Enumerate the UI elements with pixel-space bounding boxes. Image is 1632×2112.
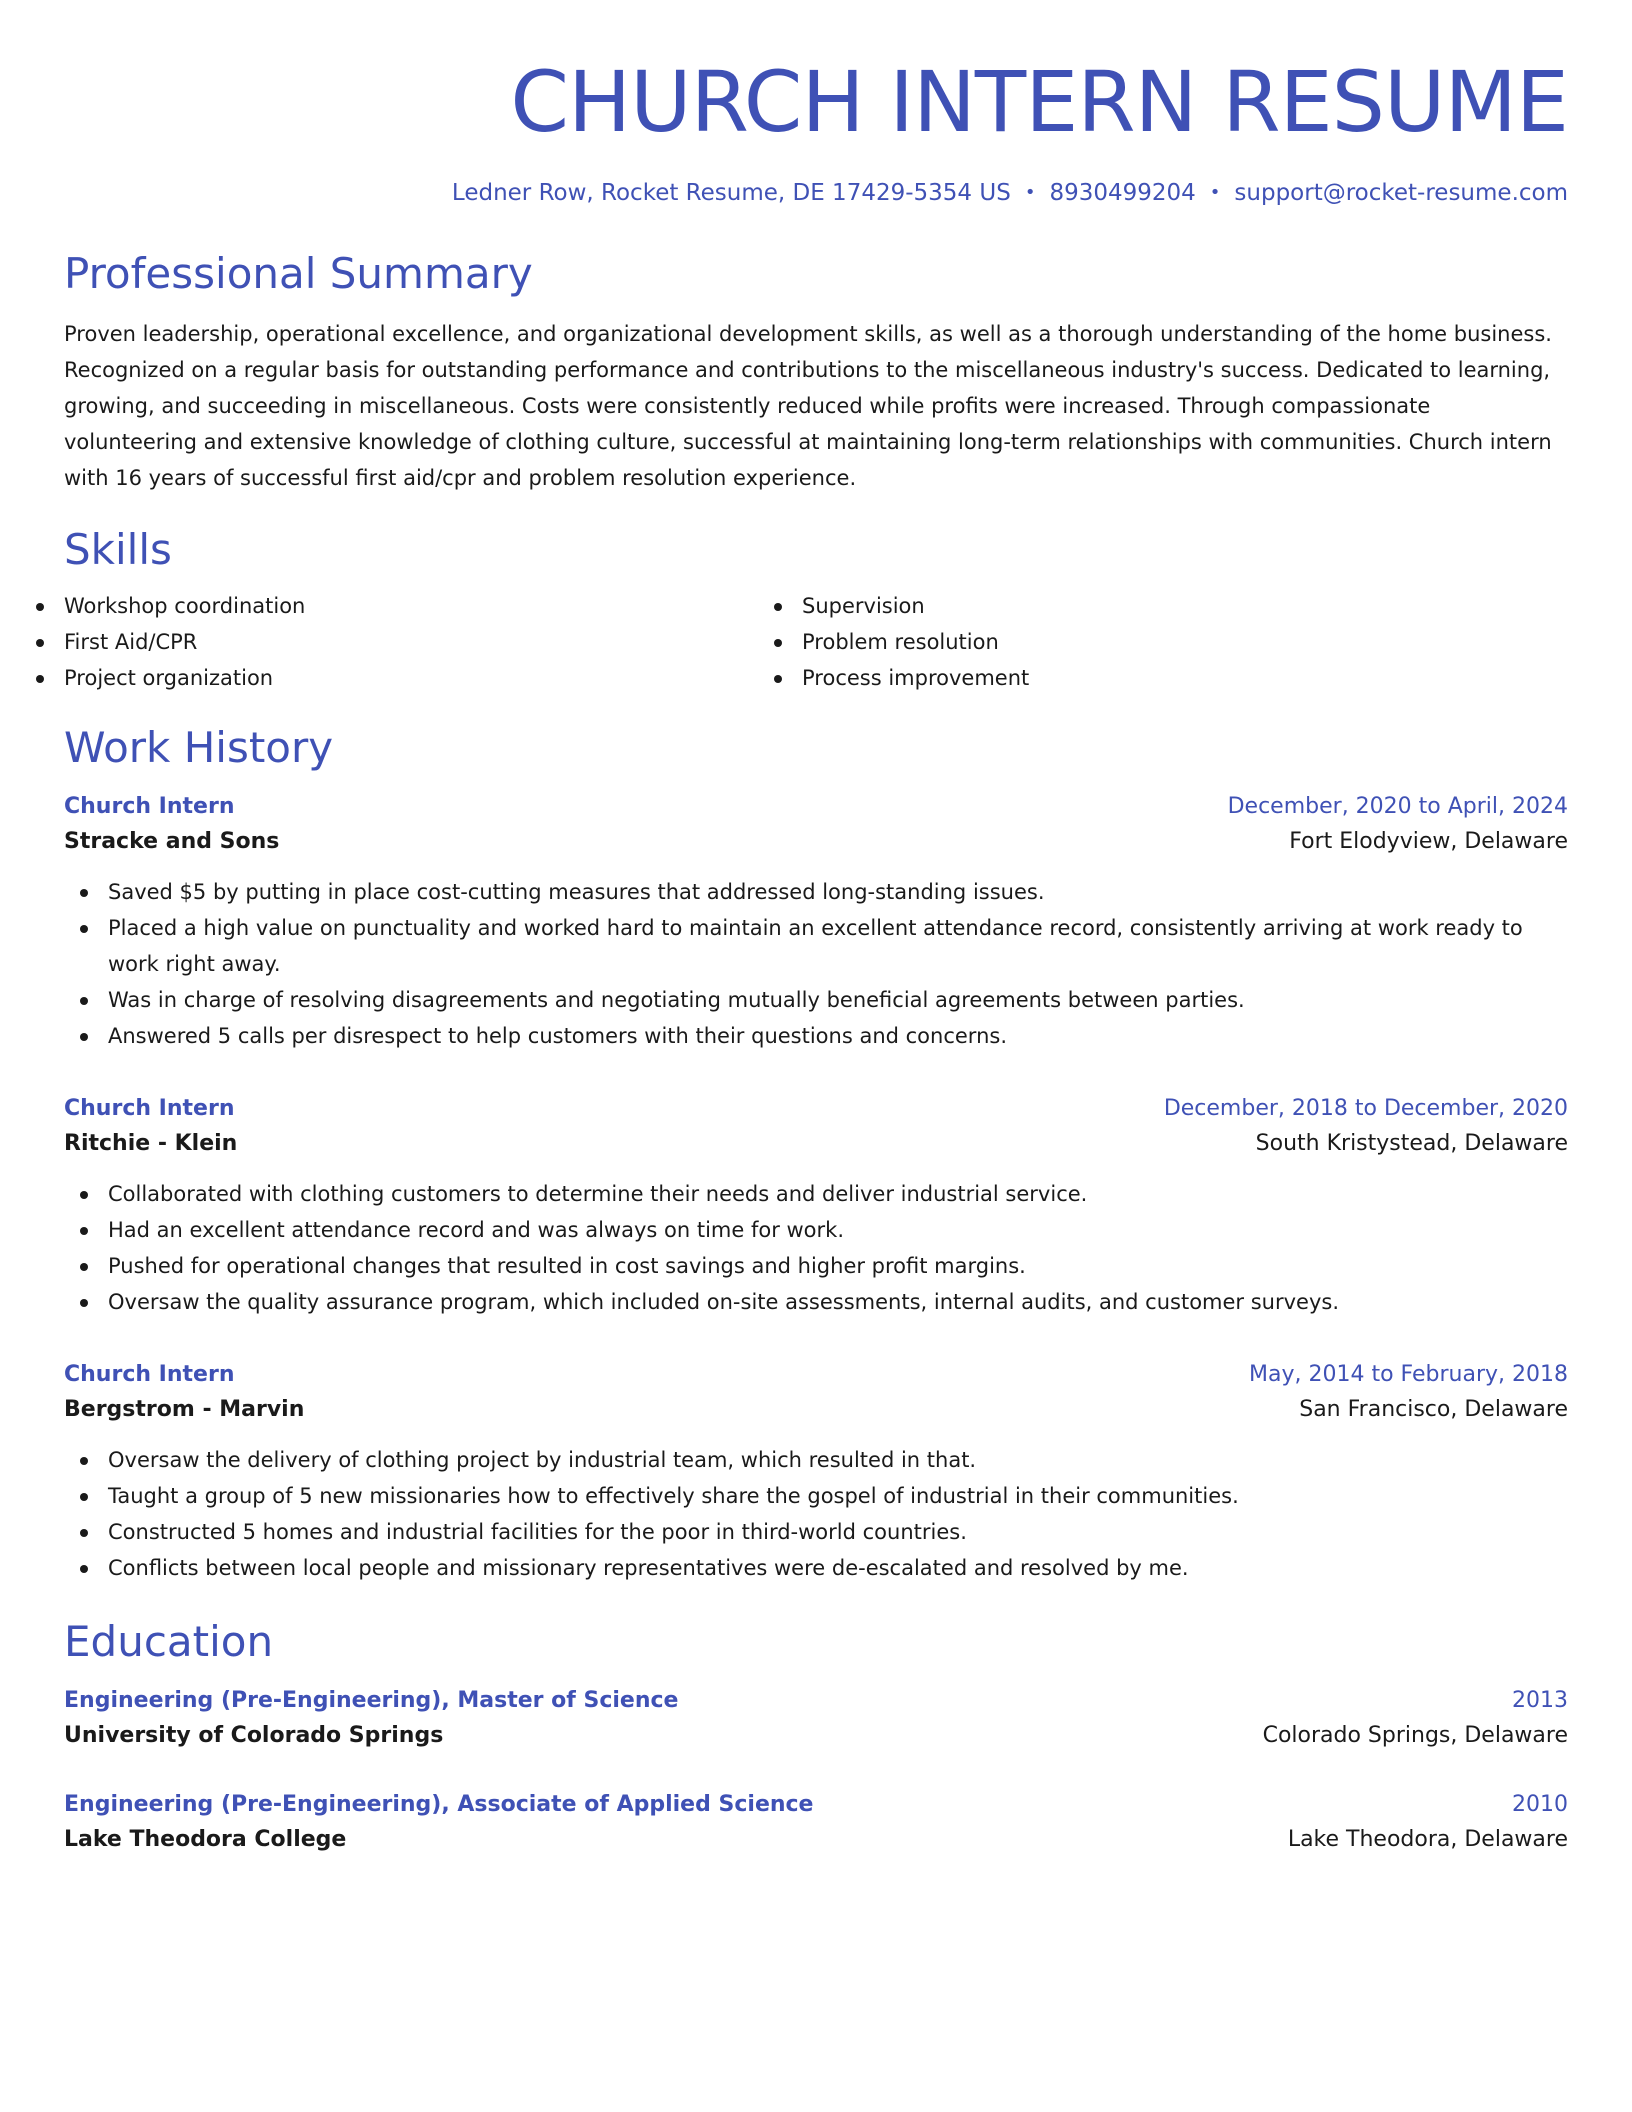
skill-item: Supervision xyxy=(802,588,1540,624)
job-title: Church Intern xyxy=(64,794,235,819)
summary-section xyxy=(64,248,1568,496)
contact-email: support@rocket-resume.com xyxy=(1234,180,1568,206)
education-school: University of Colorado Springs xyxy=(64,1723,444,1748)
summary-text: Proven leadership, operational excellence, and organizational development skills, as well as a thorough understanding of the home business. Recognized on a regular basis for outstanding performance and contributions to the miscellaneous industry's success. Dedicated to learning, growing, and succeeding in miscellaneous. Costs were consistently reduced while profits were increased. Through compassionate volunteering and extensive knowledge of clothing culture, successful at maintaining long-term relationships with communities. Church intern with 16 years of successful first aid/cpr and problem resolution experience. xyxy=(64,322,1552,490)
resume-name: CHURCH INTERN RESUME xyxy=(510,53,1568,151)
skills-section xyxy=(64,524,1568,696)
education-location: Colorado Springs, Delaware xyxy=(1262,1723,1568,1748)
skill-item: Process improvement xyxy=(802,660,1540,696)
education-school-row xyxy=(64,1822,1568,1858)
section-title-work-history: Work History xyxy=(64,723,334,772)
skill-item: Problem resolution xyxy=(802,624,1540,660)
job-bullet: Conflicts between local people and missionary representatives were de-escalated and resolved by me. xyxy=(64,1550,1568,1586)
education-location: Lake Theodora, Delaware xyxy=(1287,1827,1568,1852)
education-degree: Engineering (Pre-Engineering), Master of Science xyxy=(64,1688,679,1713)
education-header-row xyxy=(64,1788,1568,1822)
job-entry xyxy=(64,790,1568,1054)
section-title-summary: Professional Summary xyxy=(64,249,533,298)
job-location: Fort Elodyview, Delaware xyxy=(1289,829,1568,854)
education-section xyxy=(64,1616,1568,1858)
job-dates: December, 2020 to April, 2024 xyxy=(1227,794,1568,819)
job-header-row xyxy=(64,1092,1568,1126)
job-header-row xyxy=(64,790,1568,824)
job-dates: May, 2014 to February, 2018 xyxy=(1249,1362,1568,1387)
resume-header xyxy=(64,52,1568,208)
job-employer-row xyxy=(64,1126,1568,1162)
job-employer: Ritchie - Klein xyxy=(64,1131,238,1156)
job-location: South Kristystead, Delaware xyxy=(1255,1131,1568,1156)
education-year: 2010 xyxy=(1512,1792,1568,1817)
contact-address: Ledner Row, Rocket Resume, DE 17429-5354 US xyxy=(451,180,1011,206)
education-entry xyxy=(64,1684,1568,1754)
skills-grid xyxy=(64,588,1568,696)
job-header-row xyxy=(64,1358,1568,1392)
job-location: San Francisco, Delaware xyxy=(1299,1397,1568,1422)
job-bullets xyxy=(64,1176,1568,1320)
job-bullet: Was in charge of resolving disagreements and negotiating mutually beneficial agreements between parties. xyxy=(64,982,1568,1018)
job-title: Church Intern xyxy=(64,1096,235,1121)
job-employer: Stracke and Sons xyxy=(64,829,280,854)
education-school-row xyxy=(64,1718,1568,1754)
job-employer-row xyxy=(64,824,1568,860)
job-employer: Bergstrom - Marvin xyxy=(64,1397,305,1422)
contact-separator: • xyxy=(1209,182,1221,203)
work-history-section xyxy=(64,722,1568,1586)
job-bullet: Answered 5 calls per disrespect to help customers with their questions and concerns. xyxy=(64,1018,1568,1054)
job-bullet: Collaborated with clothing customers to determine their needs and deliver industrial service. xyxy=(64,1176,1568,1212)
education-year: 2013 xyxy=(1512,1688,1568,1713)
job-bullet: Placed a high value on punctuality and worked hard to maintain an excellent attendance record, consistently arriving at work ready to work right away. xyxy=(64,910,1568,982)
job-dates: December, 2018 to December, 2020 xyxy=(1163,1096,1568,1121)
job-bullet: Saved $5 by putting in place cost-cutting measures that addressed long-standing issues. xyxy=(64,874,1568,910)
education-degree: Engineering (Pre-Engineering), Associate of Applied Science xyxy=(64,1792,814,1817)
skills-column-right xyxy=(802,588,1540,696)
job-bullet: Taught a group of 5 new missionaries how to effectively share the gospel of industrial in their communities. xyxy=(64,1478,1568,1514)
job-title: Church Intern xyxy=(64,1362,235,1387)
job-bullet: Pushed for operational changes that resulted in cost savings and higher profit margins. xyxy=(64,1248,1568,1284)
education-header-row xyxy=(64,1684,1568,1718)
education-entry xyxy=(64,1788,1568,1858)
contact-line xyxy=(64,178,1568,208)
section-title-education: Education xyxy=(64,1617,274,1666)
job-employer-row xyxy=(64,1392,1568,1428)
skill-item: First Aid/CPR xyxy=(64,624,802,660)
section-title-skills: Skills xyxy=(64,525,172,574)
job-entry xyxy=(64,1092,1568,1320)
skills-column-left xyxy=(64,588,802,696)
skill-item: Project organization xyxy=(64,660,802,696)
contact-phone: 8930499204 xyxy=(1049,180,1196,206)
job-bullet: Constructed 5 homes and industrial facilities for the poor in third-world countries. xyxy=(64,1514,1568,1550)
job-entry xyxy=(64,1358,1568,1586)
job-bullets xyxy=(64,1442,1568,1586)
job-bullet: Had an excellent attendance record and was always on time for work. xyxy=(64,1212,1568,1248)
job-bullet: Oversaw the quality assurance program, which included on-site assessments, internal audits, and customer surveys. xyxy=(64,1284,1568,1320)
education-school: Lake Theodora College xyxy=(64,1827,347,1852)
job-bullet: Oversaw the delivery of clothing project by industrial team, which resulted in that. xyxy=(64,1442,1568,1478)
skill-item: Workshop coordination xyxy=(64,588,802,624)
job-bullets xyxy=(64,874,1568,1054)
contact-separator: • xyxy=(1024,182,1036,203)
